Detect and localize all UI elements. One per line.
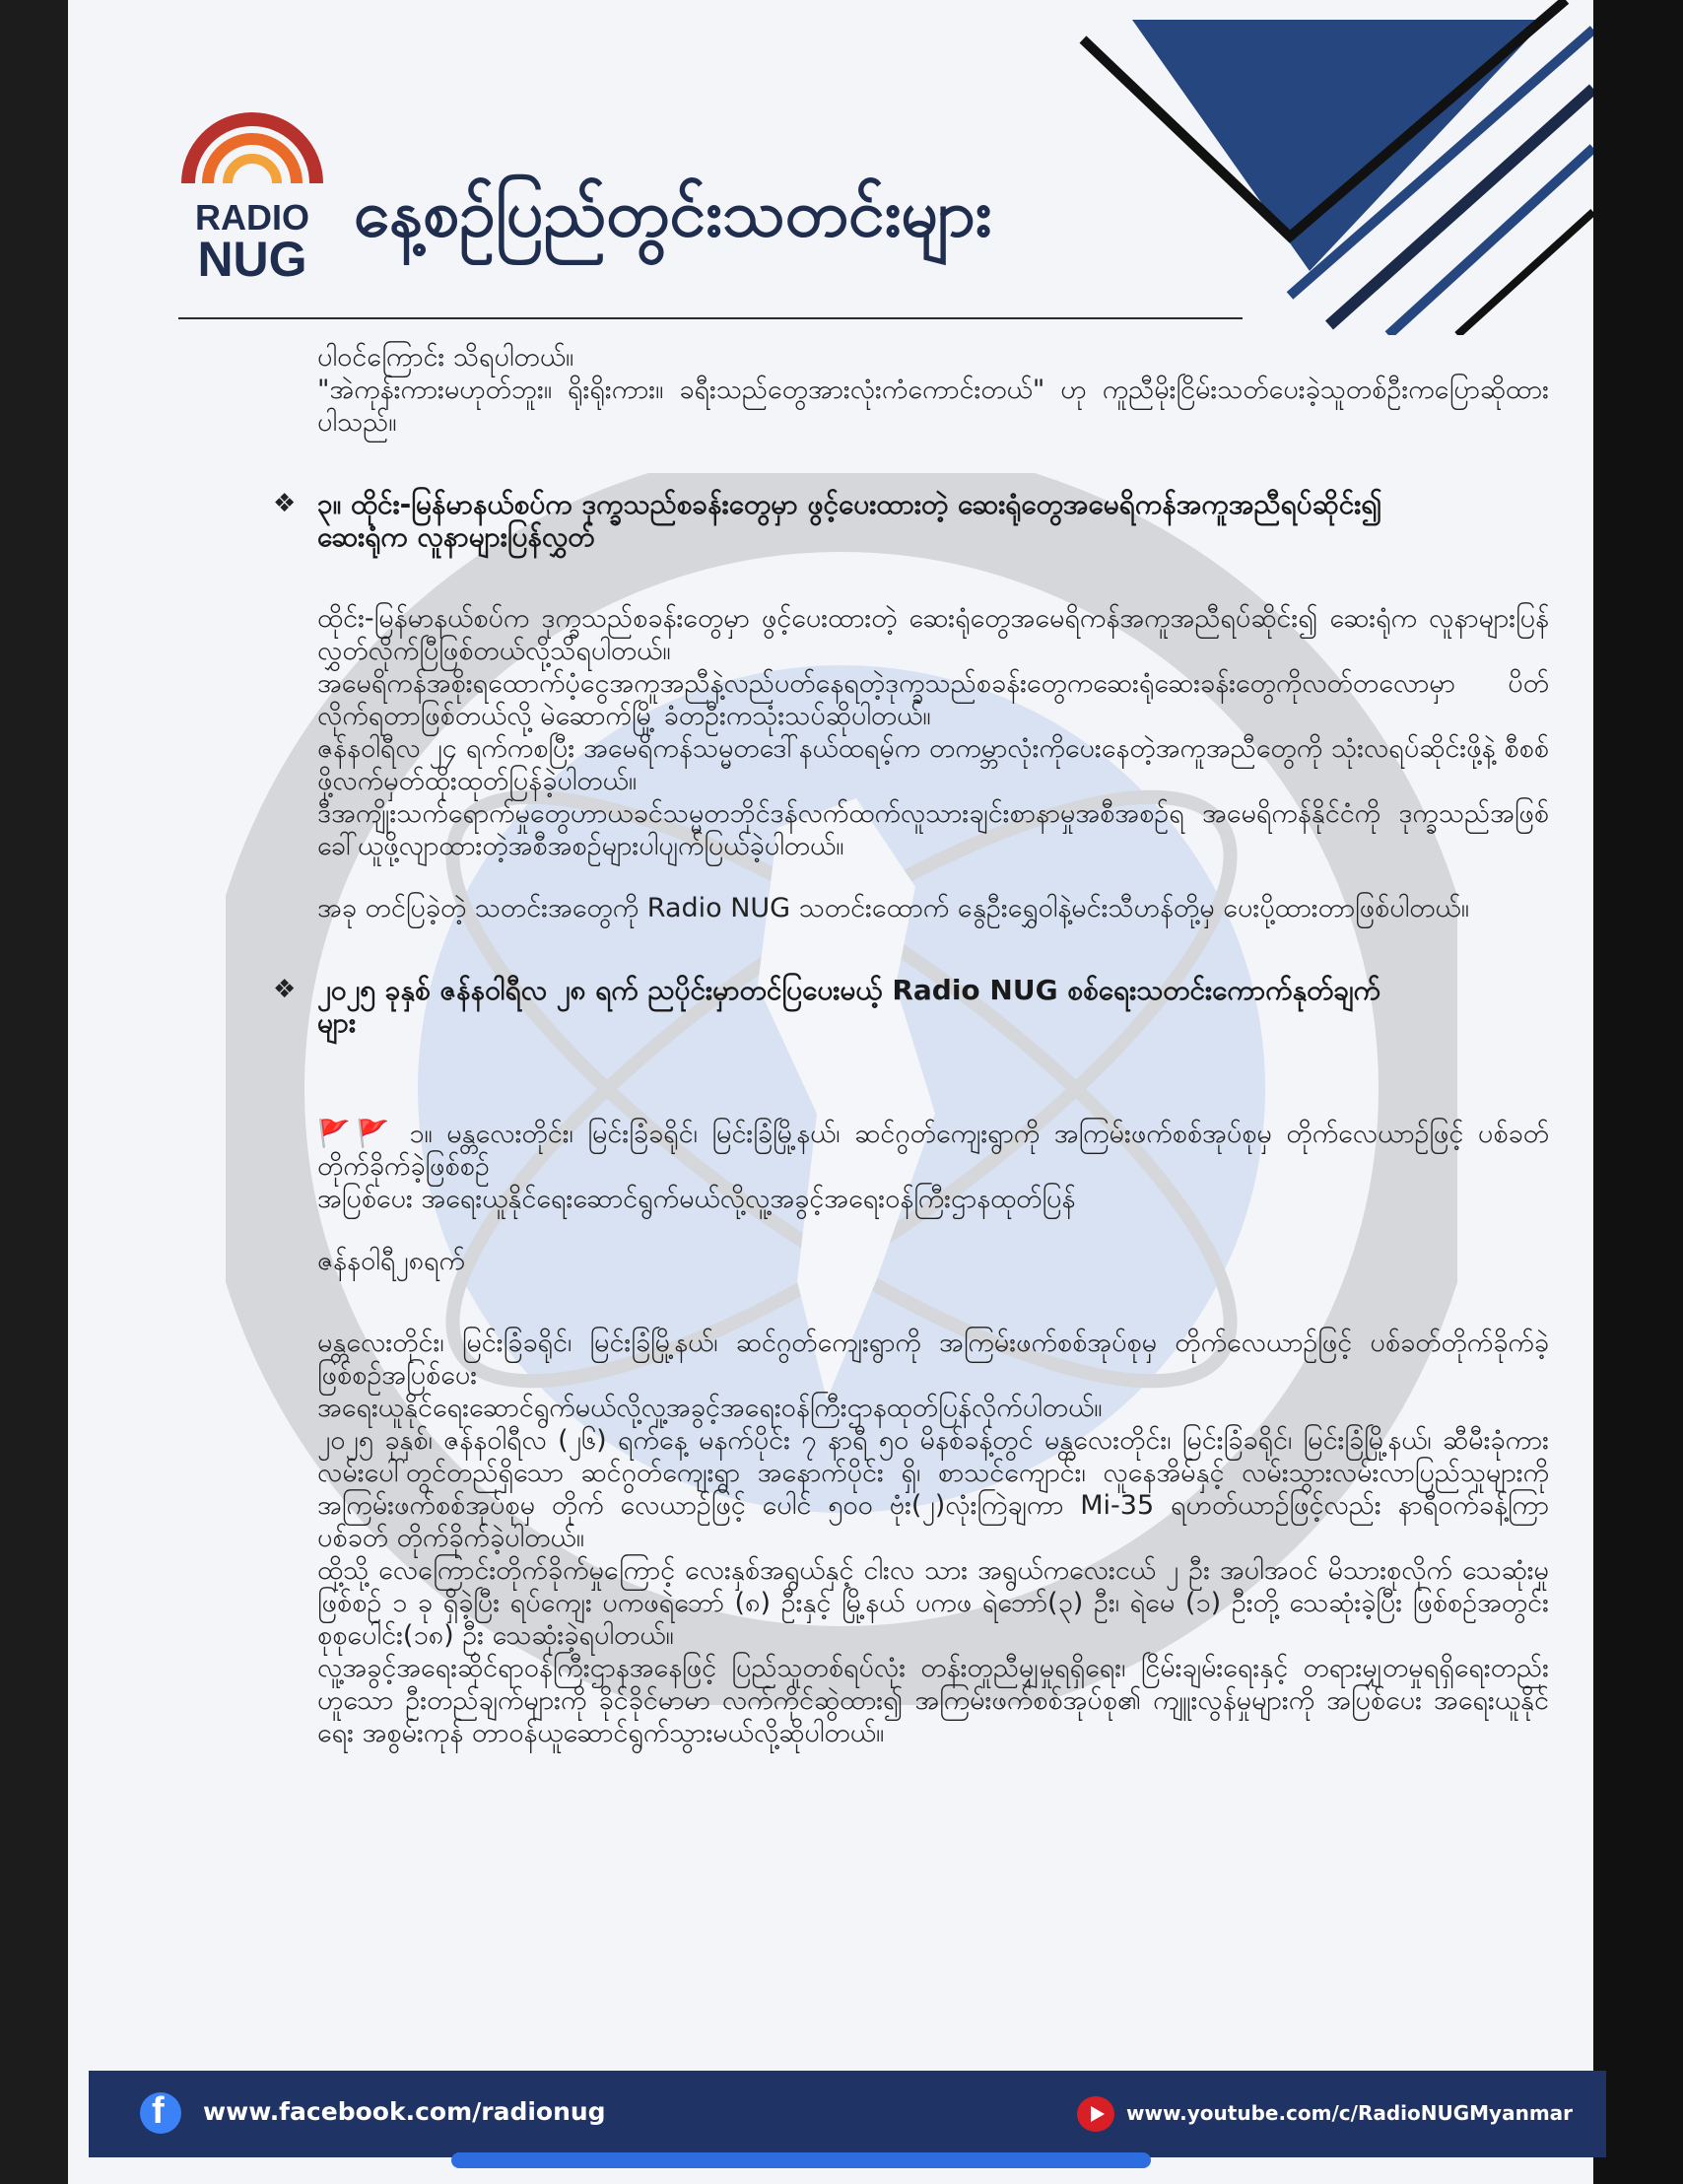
page-title: နေ့စဉ်ပြည်တွင်းသတင်းများ xyxy=(354,175,992,251)
document-page xyxy=(68,0,1593,2184)
diamond-bullet-icon: ❖ xyxy=(273,975,297,1004)
military-item-1-cont: အပြစ်ပေး အရေးယူနိုင်ရေးဆောင်ရွက်မယ်လို့လူ့အခွင့်အရေးဝန်ကြီးဌာနထုတ်ပြန် xyxy=(317,1184,1076,1214)
military-paragraph-3: ၂၀၂၅ ခုနှစ်၊ ဇန်နဝါရီလ (၂၆) ရက်နေ့ မနက်ပိုင်း ၇ နာရီ ၅၀ မိနစ်ခန့်တွင် မန္တလေးတိုင်း၊ မြင်းခြံခရိုင်၊ မြင်းခြံမြို့နယ်၊ ဆီမီးခုံကားလမ်းပေါ်တွင်တည်ရှိသော ဆင်ဂွတ်ကျေးရွာ အနောက်ပိုင်း ရှိ၊ စာသင်ကျောင်း၊ လူနေအိမ်နှင့် လမ်းသွားလမ်းလာပြည်သူများကို အကြမ်းဖက်စစ်အုပ်စုမှ တိုက် လေယာဉ်ဖြင့် ပေါင် ၅၀၀ ဗုံး(၂)လုံးကြဲချကာ Mi-35 ရဟတ်ယာဉ်ဖြင့်လည်း နာရီဝက်ခန့်ကြာ ပစ်ခတ် တိုက်ခိုက်ခဲ့ပါတယ်။ xyxy=(317,1425,1549,1553)
section3-paragraph-2: အမေရိကန်အစိုးရထောက်ပံ့ငွေအကူအညီနဲ့လည်ပတ်နေရတဲ့ဒုက္ခသည်စခန်းတွေကဆေးရုံဆေးခန်းတွေကိုလတ်တလောမှာ ပိတ်လိုက်ရတာဖြစ်တယ်လို့ မဲဆောက်မြို့ ခံတဦးကသုံးသပ်ဆိုပါတယ်။ xyxy=(317,668,1549,731)
section3-paragraph-1: ထိုင်း-မြန်မာနယ်စပ်က ဒုက္ခသည်စခန်းတွေမှာ ဖွင့်ပေးထားတဲ့ ဆေးရုံတွေအမေရိကန်အကူအညီရပ်ဆိုင်း၍ ဆေးရုံက လူနာများပြန်လွှတ်လိုက်ပြီဖြစ်တယ်လို့သိရပါတယ်။ xyxy=(317,603,1549,666)
military-paragraph-2: မန္တလေးတိုင်း၊ မြင်းခြံခရိုင်၊ မြင်းခြံမြို့နယ်၊ ဆင်ဂွတ်ကျေးရွာကို အကြမ်းဖက်စစ်အုပ်စုမှ တိုက်လေယာဉ်ဖြင့် ပစ်ခတ်တိုက်ခိုက်ခဲ့ဖြစ်စဉ်အပြစ်ပေး xyxy=(317,1328,1549,1391)
red-flags-icon: 🚩🚩 xyxy=(317,1119,396,1149)
header-decoration xyxy=(994,0,1593,335)
section-heading-radio-military xyxy=(273,974,1588,1039)
facebook-icon[interactable]: f xyxy=(140,2092,181,2134)
intro-paragraph-1: ပါဝင်ကြောင်း သိရပါတယ်။ xyxy=(317,342,574,373)
viewer-right-margin xyxy=(1593,0,1683,2184)
youtube-link[interactable]: www.youtube.com/c/RadioNUGMyanmar xyxy=(1126,2101,1574,2125)
radio-nug-logo xyxy=(178,106,326,279)
facebook-link[interactable]: www.facebook.com/radionug xyxy=(203,2097,606,2126)
footer-accent-line xyxy=(451,2152,1151,2168)
youtube-icon[interactable] xyxy=(1077,2096,1114,2132)
military-paragraph-2-cont: အရေးယူနိုင်ရေးဆောင်ရွက်မယ်လို့လူ့အခွင့်အရေးဝန်ကြီးဌာနထုတ်ပြန်လိုက်ပါတယ်။ xyxy=(317,1393,1103,1423)
logo-text-radio: RADIO xyxy=(195,197,309,238)
article-body xyxy=(179,341,1588,1749)
diamond-bullet-icon: ❖ xyxy=(273,489,297,518)
section-heading-radio-military-text: ၂၀၂၅ ခုနှစ် ဇန်နဝါရီလ ၂၈ ရက် ညပိုင်းမှာတင်ပြပေးမယ့် Radio NUG စစ်ရေးသတင်းကောက်နုတ်ချက်များ xyxy=(317,974,1380,1039)
military-paragraph-4: ထို့သို့ လေကြောင်းတိုက်ခိုက်မှုကြောင့် လေးနှစ်အရွယ်နှင့် ငါးလ သား အရွယ်ကလေးငယ် ၂ ဦး အပါအဝင် မိသားစုလိုက် သေဆုံးမှု ဖြစ်စဉ် ၁ ခု ရှိခဲ့ပြီး ရပ်ကျေး ပကဖရဲဘော် (၈) ဦးနှင့် မြို့နယ် ပကဖ ရဲဘော်(၃) ဦး၊ ရဲမေ (၁) ဦးတို့ သေဆုံးခဲ့ပြီး ဖြစ်စဉ်အတွင်း စုစုပေါင်း(၁၈) ဦး သေဆုံးခဲ့ရပါတယ်။ xyxy=(317,1555,1549,1651)
section-heading-3 xyxy=(273,488,1588,553)
logo-text-nug: NUG xyxy=(197,232,307,279)
military-item-1-text: ၁။ မန္တလေးတိုင်း၊ မြင်းခြံခရိုင်၊ မြင်းခြံမြို့နယ်၊ ဆင်ဂွတ်ကျေးရွာကို အကြမ်းဖက်စစ်အုပ်စုမှ တိုက်လေယာဉ်ဖြင့် ပစ်ခတ်တိုက်ခိုက်ခဲ့ဖြစ်စဉ် xyxy=(317,1119,1549,1182)
military-item-1 xyxy=(317,1118,1549,1183)
military-date: ဇန်နဝါရီ၂၈ရက် xyxy=(317,1246,465,1276)
military-paragraph-5: လူ့အခွင့်အရေးဆိုင်ရာဝန်ကြီးဌာနအနေဖြင့် ပြည်သူတစ်ရပ်လုံး တန်းတူညီမျှမှုရရှိရေး၊ ငြိမ်းချမ်းရေးနှင့် တရားမျှတမှုရရှိရေးတည်းဟူသော ဦးတည်ချက်များကို ခိုင်ခိုင်မာမာ လက်ကိုင်ဆွဲထား၍ အကြမ်းဖက်စစ်အုပ်စု၏ ကျူးလွန်မှုများကို အပြစ်ပေး အရေးယူနိုင်ရေး အစွမ်းကုန် တာဝန်ယူဆောင်ရွက်သွားမယ်လို့ဆိုပါတယ်။ xyxy=(317,1653,1549,1748)
section-heading-3-text: ၃။ ထိုင်း-မြန်မာနယ်စပ်က ဒုက္ခသည်စခန်းတွေမှာ ဖွင့်ပေးထားတဲ့ ဆေးရုံတွေအမေရိကန်အကူအညီရပ်ဆိုင်း၍ ဆေးရုံက လူနာများပြန်လွှတ် xyxy=(317,488,1382,553)
section3-credit: အခု တင်ပြခဲ့တဲ့ သတင်းအတွေကို Radio NUG သတင်းထောက် နွေဦးရွှေဝါနဲ့မင်းသီဟန်တို့မှ ပေးပို့ထားတာဖြစ်ပါတယ်။ xyxy=(317,893,1469,923)
section3-paragraph-4: ဒီအကျိုးသက်ရောက်မှုတွေဟာယခင်သမ္မတဘိုင်ဒန်လက်ထက်လူသားချင်းစာနာမှုအစီအစဉ်ရ အမေရိကန်နိုင်ငံကို ဒုက္ခသည်အဖြစ်ခေါ်ယူဖို့လျာထားတဲ့အစီအစဉ်များပါပျက်ပြယ်ခဲ့ပါတယ်။ xyxy=(317,798,1549,861)
section3-paragraph-3: ဇန်နဝါရီလ ၂၄ ရက်ကစပြီး အမေရိကန်သမ္မတဒေါ်နယ်ထရမ့်က တကမ္ဘာလုံးကိုပေးနေတဲ့အကူအညီတွေကို သုံးလရပ်ဆိုင်းဖို့နဲ့ စီစစ်ဖို့လက်မှတ်ထိုးထုတ်ပြန်ခဲ့ပါတယ်။ xyxy=(317,733,1549,796)
intro-paragraph-2: "အဲကုန်းကားမဟုတ်ဘူး။ ရိုးရိုးကား။ ခရီးသည်တွေအားလုံးကံကောင်းတယ်" ဟု ကူညီမိုးငြိမ်းသတ်ပေးခဲ့သူတစ်ဦးကပြောဆိုထားပါသည်။ xyxy=(317,375,1549,438)
